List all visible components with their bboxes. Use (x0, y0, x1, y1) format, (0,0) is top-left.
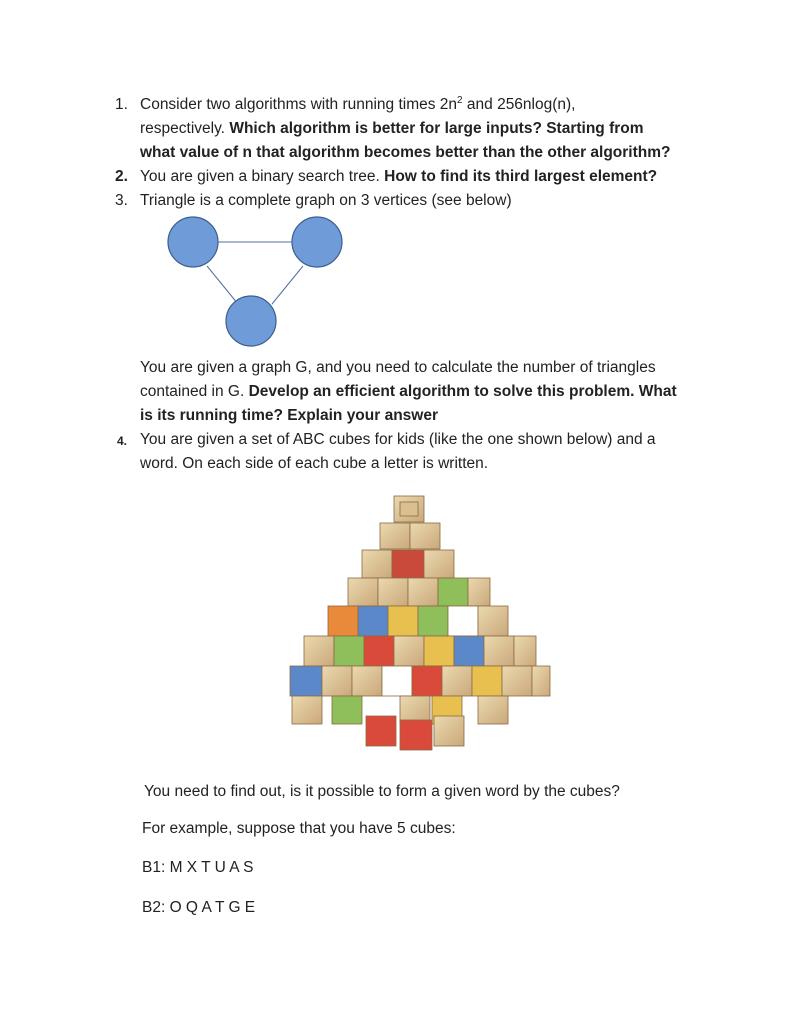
q3-para1: You are given a graph G, and you need to calculate the number of triangles (140, 359, 656, 376)
cube-b2: B2: O Q A T G E (142, 899, 256, 916)
q3-line: Triangle is a complete graph on 3 vertices (see below) (140, 192, 512, 209)
vertex-left (168, 217, 218, 267)
q1-line3: what value of n that algorithm becomes better than the other algorithm? (140, 144, 671, 161)
q3-para3: is its running time? Explain your answer (140, 407, 439, 424)
q4-line1: You are given a set of ABC cubes for kids (like the one shown below) and a (140, 431, 656, 448)
q3-number: 3. (115, 192, 128, 209)
q4-para1: You need to find out, is it possible to form a given word by the cubes? (144, 783, 620, 800)
vertex-right (292, 217, 342, 267)
abc-cubes-image (282, 494, 554, 756)
q4-line2: word. On each side of each cube a letter is written. (140, 455, 489, 472)
vertex-bottom (226, 296, 276, 346)
q1-line2: respectively. Which algorithm is better for large inputs? Starting from (140, 120, 644, 137)
edge-right (272, 266, 303, 304)
q4-number: 4. (117, 434, 128, 448)
q4-para2: For example, suppose that you have 5 cubes: (142, 820, 456, 837)
q3-para2: contained in G. Develop an efficient algorithm to solve this problem. What (140, 383, 677, 400)
edge-left (207, 266, 238, 304)
q2-number: 2. (115, 168, 128, 185)
q2-line: You are given a binary search tree. How to find its third largest element? (140, 168, 658, 185)
q1-line1: Consider two algorithms with running times $2n^2$ and 256nlog(n), (140, 94, 576, 113)
q1-number: 1. (115, 96, 128, 113)
cube-b1: B1: M X T U A S (142, 859, 254, 876)
triangle-graph (160, 212, 360, 352)
